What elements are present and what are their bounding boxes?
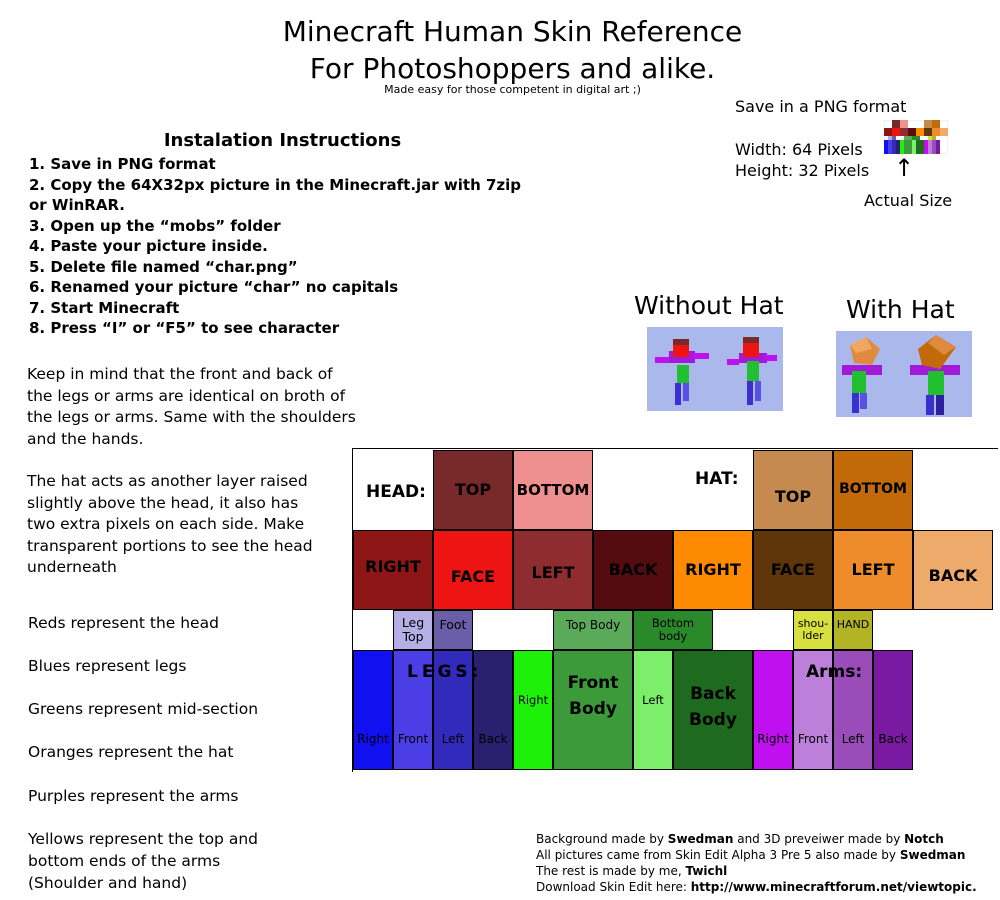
credits-text: All pictures came from Skin Edit Alpha 3 Pre 5 also made by bbox=[536, 848, 900, 862]
instructions-list bbox=[29, 154, 529, 339]
instruction-step: 4. Paste your picture inside. bbox=[29, 237, 268, 255]
credits bbox=[536, 831, 998, 895]
head-right-cell: RIGHT bbox=[353, 530, 433, 610]
credits-text: Download Skin Edit here: bbox=[536, 880, 691, 894]
hat-label: HAT: bbox=[695, 469, 739, 489]
shoulder-cell: shou- lder bbox=[793, 610, 833, 650]
head-top-cell: TOP bbox=[433, 450, 513, 530]
leg-right-cell: Right bbox=[353, 650, 393, 770]
body-left-cell: Left bbox=[633, 650, 673, 770]
hat-top-cell: TOP bbox=[753, 450, 833, 530]
up-arrow-icon: ↑ bbox=[894, 154, 915, 182]
head-face-cell: FACE bbox=[433, 530, 513, 610]
leg-back-cell: Back bbox=[473, 650, 513, 770]
leg-front-cell: Front bbox=[393, 650, 433, 770]
arm-right-cell: Right bbox=[753, 650, 793, 770]
instruction-step: 5. Delete file named “char.png” bbox=[29, 257, 298, 276]
legend-purples: Purples represent the arms bbox=[28, 787, 239, 805]
hat-back-cell: BACK bbox=[913, 530, 993, 610]
actual-size-label: Actual Size bbox=[864, 191, 953, 210]
without-hat-label: Without Hat bbox=[634, 291, 784, 320]
credits-text: The rest is made by me, bbox=[536, 864, 686, 878]
instruction-step: 3. Open up the “mobs” folder bbox=[29, 216, 281, 235]
head-bottom-cell: BOTTOM bbox=[513, 450, 593, 530]
instruction-step: 6. Renamed your picture “char” no capitals bbox=[29, 278, 399, 296]
title-line-2: For Photoshoppers and alike. bbox=[309, 52, 716, 85]
head-back-cell: BACK bbox=[593, 530, 673, 610]
credits-line-4 bbox=[536, 879, 998, 895]
leg-top-cell: Leg Top bbox=[393, 610, 433, 650]
instruction-step: 7. Start Minecraft bbox=[29, 298, 180, 317]
instruction-step: 8. Press “I” or “F5” to see character bbox=[29, 319, 340, 337]
foot-cell: Foot bbox=[433, 610, 473, 650]
credits-text: and 3D preveiwer made by bbox=[733, 832, 905, 846]
legend-greens: Greens represent mid-section bbox=[28, 700, 259, 718]
body-back-cell: Back Body bbox=[673, 650, 753, 770]
body-right-cell: Right bbox=[513, 650, 553, 770]
legend-reds: Reds represent the head bbox=[28, 614, 219, 632]
hand-cell: HAND bbox=[833, 610, 873, 650]
legend-oranges: Oranges represent the hat bbox=[28, 743, 234, 761]
leg-left-cell: Left bbox=[433, 650, 473, 770]
subtitle-note: Made easy for those competent in digital art ;) bbox=[384, 83, 641, 96]
bottom-body-cell: Bottom body bbox=[633, 610, 713, 650]
credits-name: Notch bbox=[904, 832, 944, 846]
arm-back-cell: Back bbox=[873, 650, 913, 770]
png-width-text: Width: 64 Pixels bbox=[735, 140, 863, 159]
legs-label: LEGS: bbox=[407, 662, 483, 682]
hat-face-cell: FACE bbox=[753, 530, 833, 610]
instruction-step: 1. Save in PNG format bbox=[29, 155, 216, 173]
instructions-heading: Instalation Instructions bbox=[163, 130, 402, 151]
title-line-1: Minecraft Human Skin Reference bbox=[282, 15, 743, 48]
arms-label: Arms: bbox=[806, 662, 863, 682]
arm-left-cell: Left bbox=[833, 650, 873, 770]
hat-right-cell: RIGHT bbox=[673, 530, 753, 610]
legend-blues: Blues represent legs bbox=[28, 657, 187, 675]
head-label: HEAD: bbox=[366, 482, 426, 502]
credits-line-3 bbox=[536, 863, 998, 879]
hat-note: The hat acts as another layer raised slightly above the head, it also has two extra pixels on each side. Make transparent portions to see the head underneath bbox=[27, 472, 313, 576]
top-body-cell: Top Body bbox=[553, 610, 633, 650]
credits-line-2 bbox=[536, 847, 998, 863]
credits-text: Background made by bbox=[536, 832, 668, 846]
hat-left-cell: LEFT bbox=[833, 530, 913, 610]
skin-actual-size-image bbox=[884, 120, 948, 154]
png-save-text: Save in a PNG format bbox=[735, 97, 907, 116]
legend-yellows: Yellows represent the top and bottom ends of the arms (Shoulder and hand) bbox=[28, 830, 258, 892]
credits-line-1 bbox=[536, 831, 998, 847]
head-left-cell: LEFT bbox=[513, 530, 593, 610]
credits-name: Twichl bbox=[685, 864, 728, 878]
hat-bottom-cell: BOTTOM bbox=[833, 450, 913, 530]
mirror-note: Keep in mind that the front and back of the legs or arms are identical on broth of the legs or arms. Same with the shoulders and the hands. bbox=[27, 365, 356, 448]
credits-name: Swedman bbox=[899, 848, 966, 862]
body-front-cell: Front Body bbox=[553, 650, 633, 770]
download-link[interactable]: http://www.minecraftforum.net/viewtopic. bbox=[690, 880, 977, 894]
arm-front-cell: Front bbox=[793, 650, 833, 770]
preview-without-hat-image bbox=[647, 327, 783, 411]
png-height-text: Height: 32 Pixels bbox=[735, 161, 870, 180]
with-hat-label: With Hat bbox=[846, 295, 955, 324]
preview-with-hat-image bbox=[836, 331, 972, 417]
instruction-step: 2. Copy the 64X32px picture in the Minecraft.jar with 7zip or WinRAR. bbox=[29, 175, 522, 214]
credits-name: Swedman bbox=[667, 832, 734, 846]
